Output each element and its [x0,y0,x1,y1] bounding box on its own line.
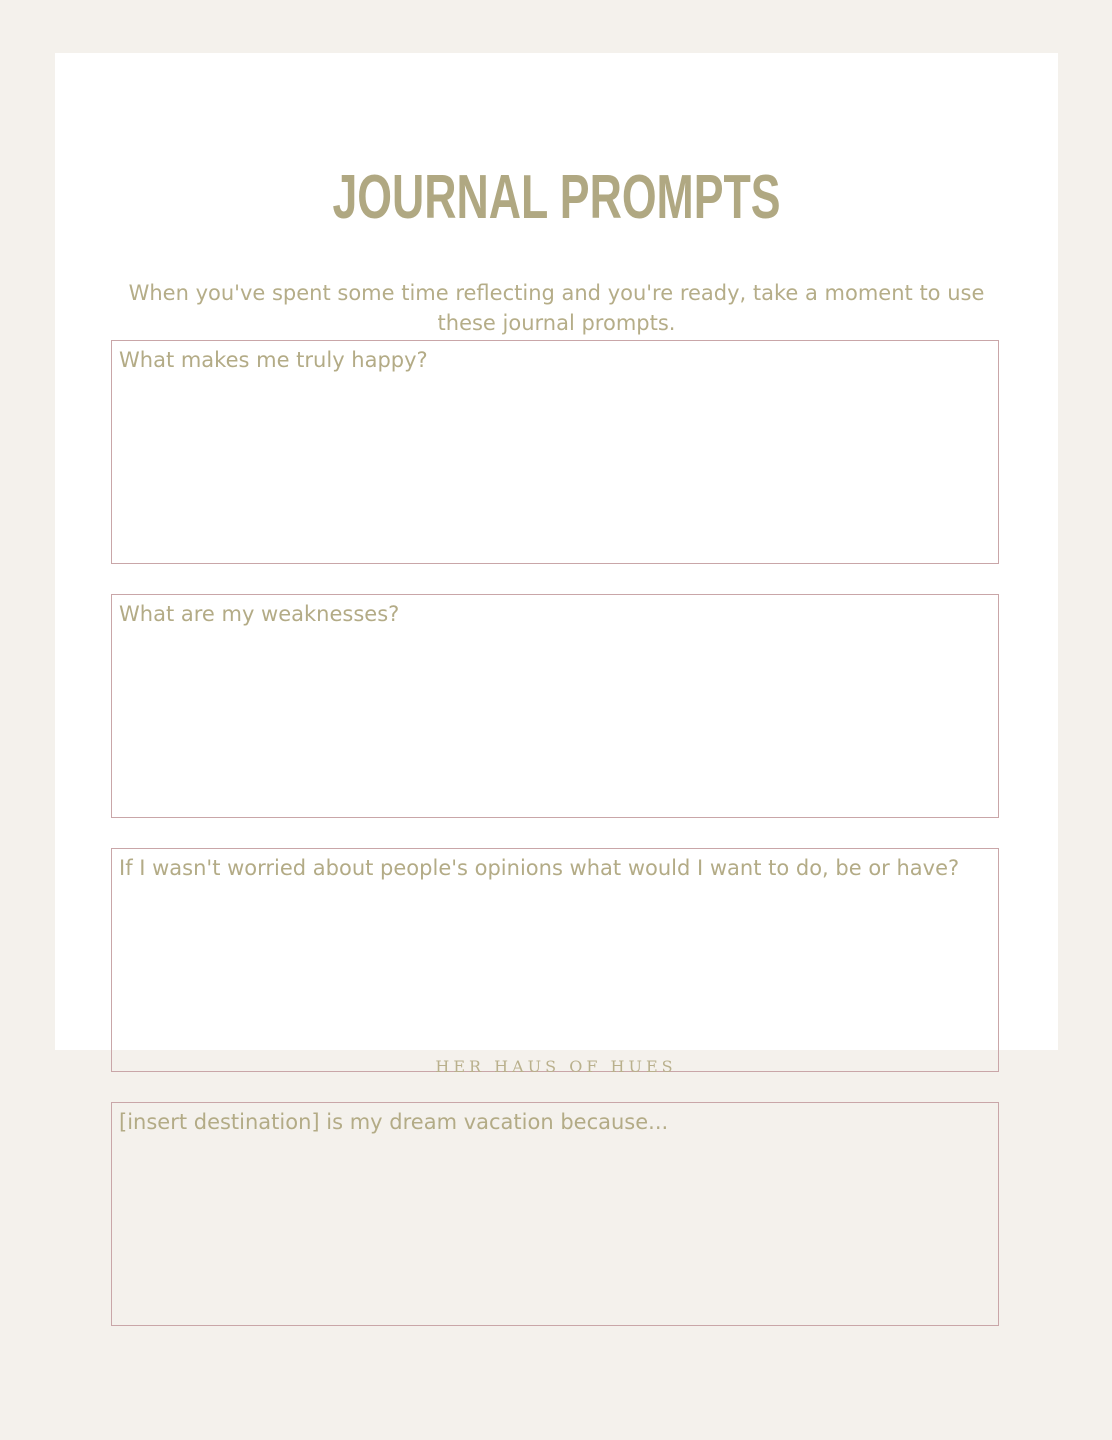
prompt-box-weaknesses[interactable] [111,594,999,818]
prompt-label: What are my weaknesses? [119,602,400,626]
prompt-box-vacation[interactable] [111,1102,999,1326]
prompt-box-opinions[interactable] [111,848,999,1072]
page-title: JOURNAL PROMPTS [332,163,781,232]
prompt-label: [insert destination] is my dream vacation because... [119,1110,669,1134]
prompt-label: What makes me truly happy? [119,348,428,372]
prompt-box-happy[interactable] [111,340,999,564]
prompt-label: If I wasn't worried about people's opinions what would I want to do, be or have? [119,856,960,880]
intro-text: When you've spent some time reflecting and you're ready, take a moment to use these journal prompts. [128,281,985,335]
brand-footer: HER HAUS OF HUES [435,1057,677,1076]
worksheet-page [55,53,1058,1050]
